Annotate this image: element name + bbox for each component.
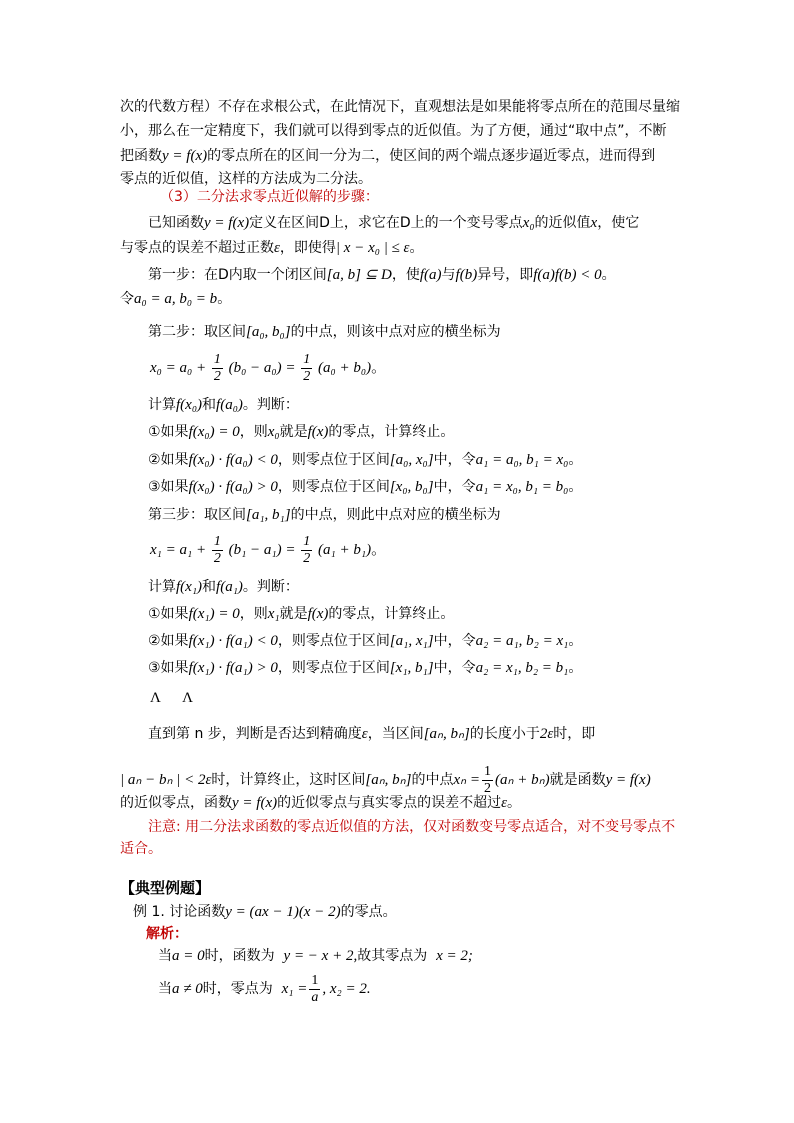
math-expression: , x₂ = 2. bbox=[322, 981, 371, 997]
math-expression: x₁ = bbox=[281, 981, 308, 997]
solution-line: 当a ≠ 0时，零点为 x₁ = $\frac{1}{a}$ , x₂ = 2. bbox=[158, 972, 371, 1005]
formula-x0: x₀ = a₀ + $\frac{1}{2}$ (b₀ − a₀) = $\frac{1}{2}$ (a₀ + b₀)。 bbox=[150, 352, 387, 384]
fraction: $\frac{1}{a}$ bbox=[311, 972, 319, 1005]
math-expression: [x₀, b₀] bbox=[389, 479, 434, 495]
paragraph-line: 计算f(x₀)和f(a₀)。判断： bbox=[148, 397, 299, 413]
paragraph-line: | aₙ − bₙ | < 2ε时，计算终止，这时区间[aₙ, bₙ]的中点xₙ = $\frac{1}{2}$ (aₙ + bₙ)就是函数y = f(x) bbox=[120, 763, 651, 796]
math-expression: [a₀, x₀] bbox=[389, 452, 434, 468]
case-item: ③如果f(x₁) · f(a₁) > 0，则零点位于区间[x₁, b₁]中，令a₂ = x₁, b₂ = b₁。 bbox=[148, 660, 583, 676]
fraction: $\frac{1}{2}$ bbox=[303, 352, 311, 384]
math-expression: f(b) bbox=[455, 267, 478, 283]
math-expression: a₁ = x₀, b₁ = b₀ bbox=[475, 479, 569, 495]
section-heading: 【典型例题】 bbox=[120, 879, 211, 897]
math-expression: a₂ = x₁, b₂ = b₁ bbox=[475, 660, 569, 676]
paragraph-line: 直到第 n 步，判断是否达到精确度ε，当区间[aₙ, bₙ]的长度小于2ε时，即 bbox=[148, 726, 596, 742]
math-expression: y = f(x) bbox=[232, 795, 278, 811]
math-expression: [a₁, b₁] bbox=[246, 507, 291, 523]
math-expression: ε bbox=[361, 726, 368, 742]
step-three: 第三步：取区间[a₁, b₁]的中点，则此中点对应的横坐标为 bbox=[148, 507, 501, 523]
solution-line: 当a = 0时，函数为 y = − x + 2,故其零点为 x = 2; bbox=[158, 948, 473, 964]
case-item: ③如果f(x₀) · f(a₀) > 0，则零点位于区间[x₀, b₀]中，令a₁ = x₀, b₁ = b₀。 bbox=[148, 479, 583, 495]
math-expression: f(x₀) = 0 bbox=[188, 424, 240, 440]
math-expression: y = f(x) bbox=[605, 772, 651, 788]
step-one: 第一步：在D内取一个闭区间[a, b] ⊆ D，使f(a)与f(b)异号，即f(a)f(b) < 0。 bbox=[148, 267, 616, 283]
case-item: ②如果f(x₁) · f(a₁) < 0，则零点位于区间[a₁, x₁]中，令a₂ = a₁, b₂ = x₁。 bbox=[148, 633, 583, 649]
paragraph-line: 零点的近似值，这样的方法成为二分法。 bbox=[120, 171, 372, 187]
math-expression: f(a) bbox=[419, 267, 442, 283]
ellipsis-marks: Λ Λ bbox=[150, 690, 194, 706]
math-expression: f(x₁) · f(a₁) > 0 bbox=[188, 660, 278, 676]
math-expression: f(a)f(b) < 0 bbox=[533, 267, 602, 283]
math-expression: f(x₁) bbox=[176, 579, 203, 595]
paragraph-line: 次的代数方程）不存在求根公式，在此情况下，直观想法是如果能将零点所在的范围尽量缩 bbox=[120, 99, 680, 115]
math-expression: a₁ = a₀, b₁ = x₀ bbox=[475, 452, 569, 468]
math-expression: a = 0 bbox=[172, 948, 205, 964]
paragraph-line: 的近似零点，函数y = f(x)的近似零点与真实零点的误差不超过ε。 bbox=[120, 795, 522, 811]
math-expression: 2ε bbox=[539, 726, 554, 742]
math-expression: [x₁, b₁] bbox=[389, 660, 434, 676]
math-expression: y = − x + 2, bbox=[283, 948, 358, 964]
note-line: 注意: 用二分法求函数的零点近似值的方法，仅对函数变号零点适合，对不变号零点不 bbox=[148, 819, 676, 835]
math-expression: x bbox=[590, 215, 598, 231]
case-item: ①如果f(x₀) = 0，则x₀就是f(x)的零点，计算终止。 bbox=[148, 424, 455, 440]
section-title: （3）二分法求零点近似解的步骤： bbox=[160, 189, 379, 205]
math-expression: f(x₀) bbox=[176, 397, 203, 413]
math-expression: f(x) bbox=[307, 606, 329, 622]
paragraph-line: 把函数y = f(x)的零点所在的区间一分为二，使区间的两个端点逐步逼近零点，进而得到 bbox=[120, 148, 656, 164]
math-expression: [a, b] ⊆ D bbox=[326, 267, 392, 283]
paragraph-line: 与零点的误差不超过正数ε，即使得| x − x₀ | ≤ ε。 bbox=[120, 240, 424, 256]
math-expression: | aₙ − bₙ | < 2ε bbox=[120, 772, 212, 788]
math-expression: ε bbox=[274, 240, 280, 256]
fraction: $\frac{1}{2}$ bbox=[303, 534, 311, 566]
math-expression: f(x₁) = 0 bbox=[188, 606, 240, 622]
note-line: 适合。 bbox=[120, 841, 162, 857]
math-expression: y = f(x) bbox=[204, 215, 250, 231]
math-expression: ε bbox=[501, 795, 508, 811]
math-expression: a₂ = a₁, b₂ = x₁ bbox=[475, 633, 569, 649]
math-expression: f(x₀) · f(a₀) > 0 bbox=[188, 479, 278, 495]
math-expression: xₙ = bbox=[453, 772, 481, 788]
math-expression: x₀ bbox=[267, 424, 280, 440]
math-expression: [aₙ, bₙ] bbox=[423, 726, 470, 742]
paragraph-line: 已知函数y = f(x)定义在区间D上，求它在D上的一个变号零点x₀的近似值x，使它 bbox=[148, 215, 640, 231]
math-expression: y = f(x) bbox=[162, 148, 208, 164]
math-expression: x₁ bbox=[267, 606, 280, 622]
formula-x1: x₁ = a₁ + $\frac{1}{2}$ (b₁ − a₁) = $\frac{1}{2}$ (a₁ + b₁)。 bbox=[150, 534, 387, 566]
math-expression: f(a₀) bbox=[216, 397, 243, 413]
math-expression: y = (ax − 1)(x − 2) bbox=[225, 904, 341, 920]
paragraph-line: 计算f(x₁)和f(a₁)。判断： bbox=[148, 579, 299, 595]
case-item: ②如果f(x₀) · f(a₀) < 0，则零点位于区间[a₀, x₀]中，令a₁ = a₀, b₁ = x₀。 bbox=[148, 452, 583, 468]
paragraph-line: 小，那么在一定精度下，我们就可以得到零点的近似值。为了方便，通过“取中点”，不断 bbox=[120, 123, 667, 139]
example-title: 例 1. 讨论函数y = (ax − 1)(x − 2)的零点。 bbox=[133, 904, 397, 920]
math-expression: | x − x₀ | ≤ ε bbox=[335, 240, 410, 256]
math-expression: x₀ bbox=[522, 215, 535, 231]
paragraph-line: 令a₀ = a, b₀ = b。 bbox=[120, 291, 232, 307]
math-expression: a₀ = a, b₀ = b bbox=[134, 291, 218, 307]
math-expression: f(x₀) · f(a₀) < 0 bbox=[188, 452, 278, 468]
math-expression: f(a₁) bbox=[216, 579, 243, 595]
math-expression: f(x) bbox=[307, 424, 329, 440]
math-expression: [aₙ, bₙ] bbox=[365, 772, 412, 788]
math-expression: [a₁, x₁] bbox=[389, 633, 434, 649]
fraction: $\frac{1}{2}$ bbox=[484, 763, 492, 796]
fraction: $\frac{1}{2}$ bbox=[213, 534, 221, 566]
math-expression: f(x₁) · f(a₁) < 0 bbox=[188, 633, 278, 649]
math-expression: (aₙ + bₙ) bbox=[495, 772, 550, 788]
fraction: $\frac{1}{2}$ bbox=[213, 352, 221, 384]
math-expression: a ≠ 0 bbox=[172, 981, 203, 997]
math-expression: x = 2; bbox=[436, 948, 473, 964]
step-two: 第二步：取区间[a₀, b₀]的中点，则该中点对应的横坐标为 bbox=[148, 324, 501, 340]
case-item: ①如果f(x₁) = 0，则x₁就是f(x)的零点，计算终止。 bbox=[148, 606, 455, 622]
math-expression: [a₀, b₀] bbox=[246, 324, 291, 340]
solution-label: 解析： bbox=[146, 926, 188, 942]
